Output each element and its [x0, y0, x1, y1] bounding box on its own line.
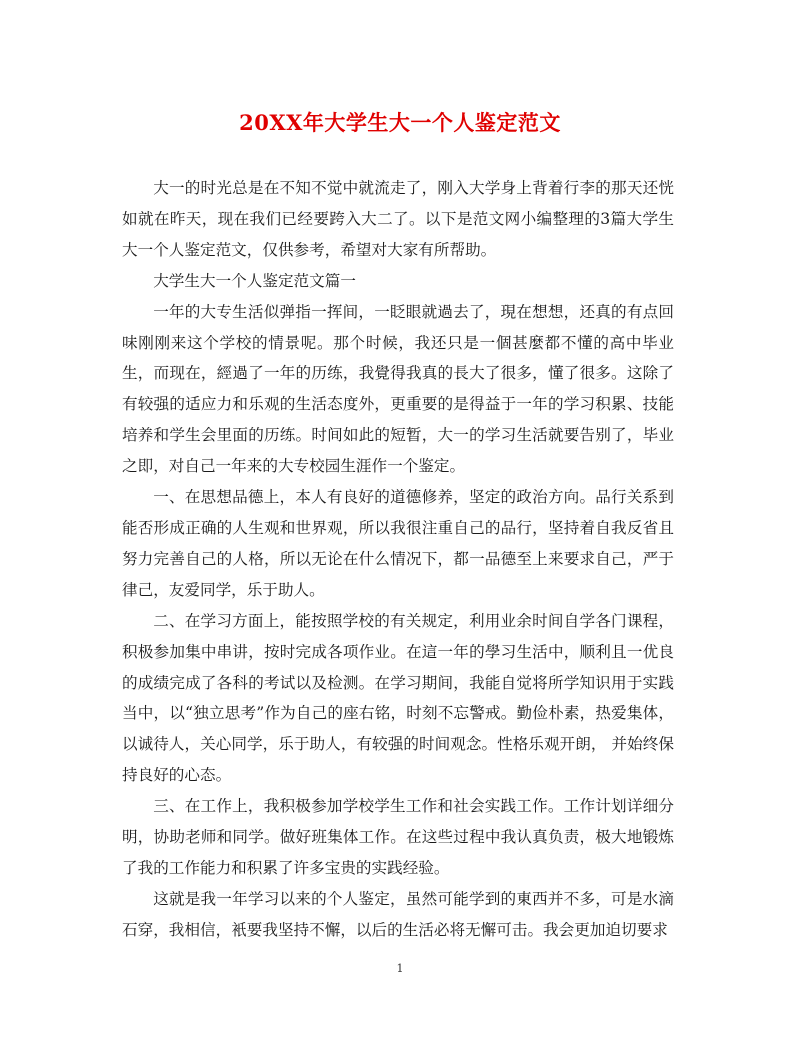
- paragraph-2: 一、在思想品德上，本人有良好的道德修养，坚定的政治方向。品行关系到能否形成正确的人生观和世界观，所以我很注重自己的品行，坚持着自我反省且努力完善自己的人格，所以无论在什么情况下，都一品德至上来要求自己，严于律己，友爱同学，乐于助人。: [122, 488, 674, 599]
- paragraph-5: 这就是我一年学习以来的个人鉴定，虽然可能学到的東西并不多，可是水滴石穿，我相信，衹要我坚持不懈，以后的生活必将无懈可击。我会更加迫切要求: [122, 889, 674, 939]
- page-number: 1: [396, 962, 404, 975]
- paragraph-1: 一年的大专生活似弹指一挥间，一眨眼就過去了，現在想想，还真的有点回味刚刚来这个学校的情景呢。那个时候，我还只是一個甚麼都不懂的高中毕业生，而现在，經過了一年的历练，我覺得我真的長大了很多，懂了很多。这除了有较强的适应力和乐观的生活态度外，更重要的是得益于一年的学习积累、技能培养和学生会里面的历练。时间如此的短暂，大一的学习生活就要告别了，毕业之即，对自己一年来的大专校园生涯作一个鉴定。: [122, 302, 674, 476]
- paragraph-3: 二、在学习方面上，能按照学校的有关规定，利用业余时间自学各门课程，积极参加集中串讲，按时完成各项作业。在這一年的學习生活中，顺利且一优良的成绩完成了各科的考试以及检测。在学习期间，我能自觉将所学知识用于实践当中，以“独立思考”作为自己的座右铭，时刻不忘警戒。勤俭朴素，热爱集体，以诚待人，关心同学，乐于助人，有较强的时间观念。性格乐观开朗， 并始终保持良好的心态。: [122, 611, 674, 785]
- section-heading: 大学生大一个人鉴定范文篇一: [153, 271, 356, 290]
- document-title: 20XX年大学生大一个人鉴定范文: [239, 110, 561, 135]
- document-body: [122, 173, 674, 946]
- paragraph-4: 三、在工作上，我积极参加学校学生工作和社会实践工作。工作计划详细分明，协助老师和同学。做好班集体工作。在这些过程中我认真负责，极大地锻炼了我的工作能力和积累了许多宝贵的实践经验。: [122, 797, 674, 877]
- paragraph-intro: 大一的时光总是在不知不觉中就流走了，刚入大学身上背着行李的那天还恍如就在昨天，现在我们已经要跨入大二了。以下是范文网小编整理的3篇大学生大一个人鉴定范文，仅供参考，希望对大家有所帮助。: [122, 179, 674, 259]
